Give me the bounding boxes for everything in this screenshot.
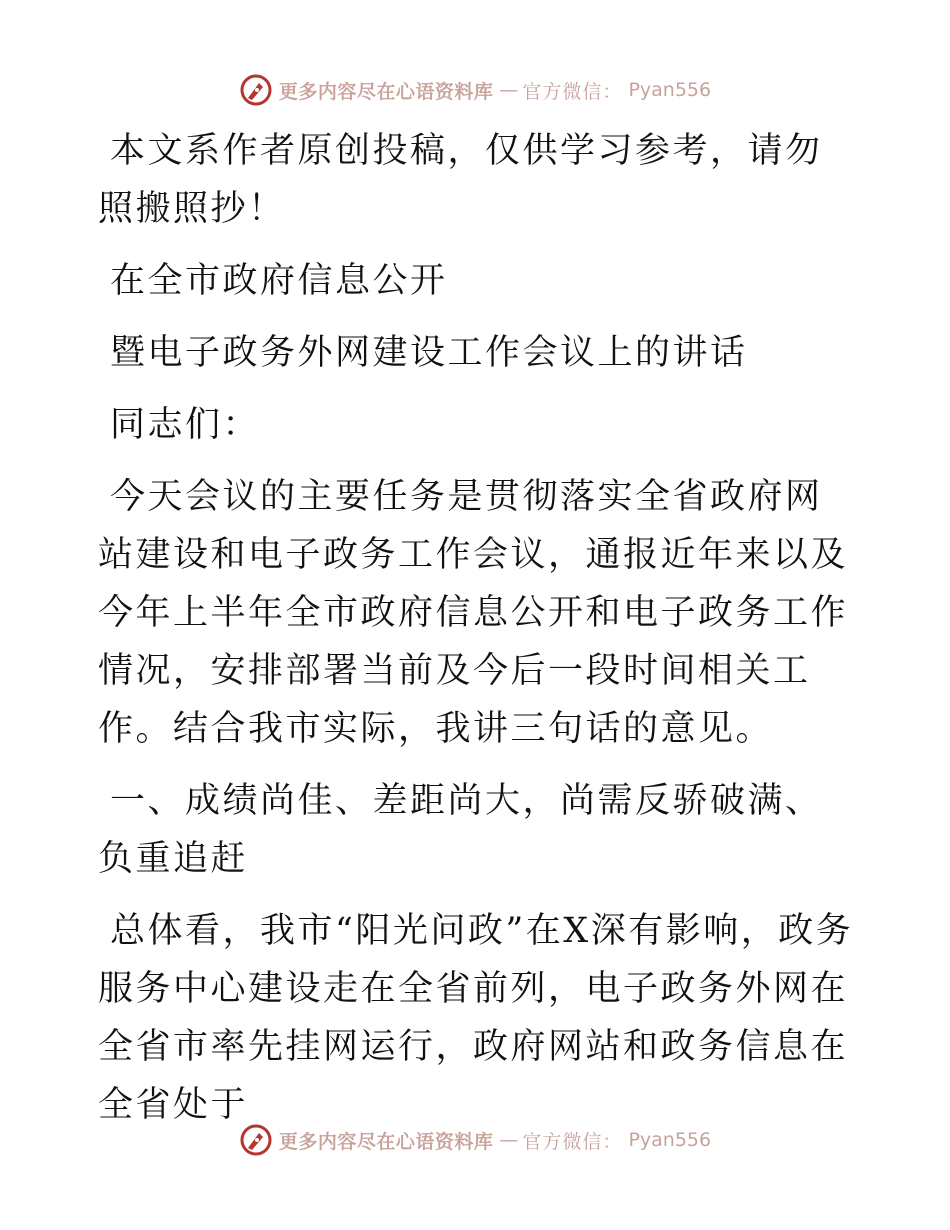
disclaimer-paragraph: 本文系作者原创投稿，仅供学习参考，请勿照搬照抄！ <box>98 131 823 229</box>
footer-watermark <box>0 1120 950 1160</box>
pen-nib-logo-icon <box>239 1123 273 1157</box>
watermark-wechat-id: Pyan556 <box>628 1129 712 1151</box>
document-body <box>98 122 858 1134</box>
watermark-wechat-label: 官方微信： <box>522 80 623 103</box>
watermark-wechat-label: 官方微信： <box>522 1130 623 1153</box>
watermark-separator: — <box>499 79 517 101</box>
header-watermark <box>0 70 950 110</box>
salutation: 同志们： <box>110 405 261 445</box>
pen-nib-logo-icon <box>239 73 273 107</box>
watermark-wechat-id: Pyan556 <box>628 79 712 101</box>
watermark-separator: — <box>499 1129 517 1151</box>
body-paragraph: 总体看，我市“阳光问政”在X深有影响，政务服务中心建设走在全省前列，电子政务外网在全省市率先挂网运行，政府网站和政务信息在全省处于 <box>98 911 854 1125</box>
speech-title-line-1: 在全市政府信息公开 <box>110 261 448 301</box>
speech-title-line-2: 暨电子政务外网建设工作会议上的讲话 <box>110 333 748 373</box>
watermark-brand: 更多内容尽在心语资料库 <box>278 80 494 103</box>
intro-paragraph: 今天会议的主要任务是贯彻落实全省政府网站建设和电子政务工作会议，通报近年来以及今年上半年全市政府信息公开和电子政务工作情况，安排部署当前及今后一段时间相关工作。结合我市实际，我讲三句话的意见。 <box>98 477 849 749</box>
section-heading-1: 一、成绩尚佳、差距尚大，尚需反骄破满、负重追赶 <box>98 781 823 879</box>
watermark-brand: 更多内容尽在心语资料库 <box>278 1130 494 1153</box>
